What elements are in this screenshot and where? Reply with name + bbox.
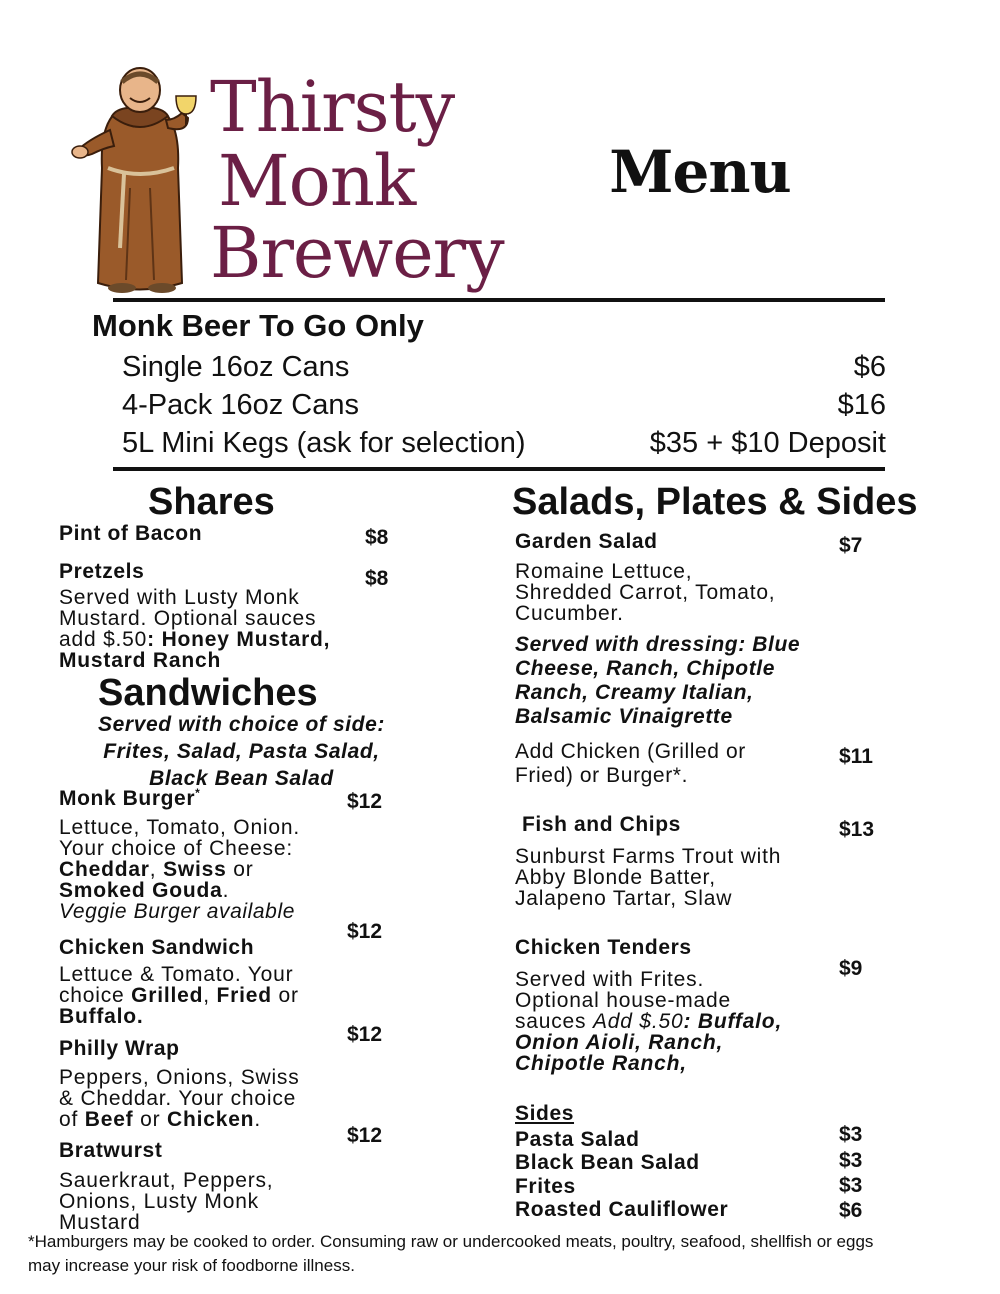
veggie-burger-note: Veggie Burger available (59, 900, 296, 923)
brand-name-line2: Monk (218, 140, 416, 222)
item-price: $12 (347, 1124, 383, 1147)
divider-middle (113, 467, 885, 471)
item-description: Sauerkraut, Peppers, Onions, Lusty Monk Mustard (59, 1169, 274, 1234)
item-name: Chicken Sandwich (59, 936, 255, 959)
item-name: Pretzels (59, 560, 145, 583)
item-price: $12 (347, 790, 383, 813)
to-go-item (122, 424, 886, 462)
item-name: Garden Salad (515, 530, 658, 553)
item-name: Pint of Bacon (59, 522, 203, 545)
sandwiches-heading: Sandwiches (98, 672, 318, 714)
item-name: Fish and Chips (522, 813, 681, 836)
item-price: $11 (839, 745, 873, 768)
item-name: Bratwurst (59, 1139, 163, 1162)
item-price: $12 (347, 1023, 383, 1046)
divider-top (113, 298, 885, 302)
side-item-name: Frites (515, 1175, 576, 1198)
item-name: Chicken Tenders (515, 936, 692, 959)
item-price: $8 (365, 526, 389, 549)
item-name: Philly Wrap (59, 1037, 180, 1060)
item-description: Lettuce, Tomato, Onion. Your choice of Cheese: Cheddar, Swiss or Smoked Gouda. (59, 816, 300, 902)
side-item-price: $6 (839, 1199, 863, 1222)
side-item-name: Roasted Cauliflower (515, 1198, 729, 1221)
to-go-item-price: $6 (853, 350, 886, 383)
item-price: $7 (839, 534, 863, 557)
side-item-name: Pasta Salad (515, 1128, 640, 1151)
to-go-item (122, 348, 886, 386)
item-description: Lettuce & Tomato. Your choice Grilled, Fried or Buffalo. (59, 963, 299, 1028)
dressing-note: Served with dressing: Blue Cheese, Ranch, Chipotle Ranch, Creamy Italian, Balsamic Vinaigrette (515, 633, 801, 728)
item-description: Served with Frites. Optional house-made sauces Add $.50: Buffalo, Onion Aioli, Ranch, Chipotle Ranch, (515, 968, 783, 1075)
brand-name-line1: Thirsty (210, 66, 455, 148)
to-go-item-name: 4-Pack 16oz Cans (122, 388, 359, 421)
item-price: $13 (839, 818, 875, 841)
item-description: Peppers, Onions, Swiss & Cheddar. Your choice of Beef or Chicken. (59, 1066, 300, 1131)
side-item-price: $3 (839, 1174, 863, 1197)
sandwiches-side-note: Served with choice of side: Frites, Salad, Pasta Salad, Black Bean Salad (98, 713, 385, 790)
item-price: $12 (347, 920, 383, 943)
to-go-item-price: $35 + $10 Deposit (649, 426, 886, 459)
item-description: Romaine Lettuce, Shredded Carrot, Tomato, Cucumber. (515, 560, 776, 625)
to-go-item-price: $16 (837, 388, 886, 421)
sides-heading: Sides (515, 1102, 575, 1125)
to-go-item (122, 386, 886, 424)
to-go-item-name: Single 16oz Cans (122, 350, 350, 383)
monk-logo-illustration (70, 58, 210, 298)
to-go-heading: Monk Beer To Go Only (92, 308, 424, 343)
menu-title: Menu (609, 138, 791, 206)
item-price: $8 (365, 567, 389, 590)
side-item-price: $3 (839, 1123, 863, 1146)
foodborne-illness-disclaimer: *Hamburgers may be cooked to order. Consuming raw or undercooked meats, poultry, seafood, shellfish or eggs may increase your risk of foodborne illness. (28, 1232, 874, 1275)
item-name: Monk Burger* (59, 786, 201, 810)
to-go-item-name: 5L Mini Kegs (ask for selection) (122, 426, 526, 459)
side-item-name: Black Bean Salad (515, 1151, 700, 1174)
item-price: $9 (839, 957, 863, 980)
shares-heading: Shares (148, 481, 275, 523)
brand-name-line3: Brewery (210, 212, 504, 294)
side-item-price: $3 (839, 1149, 863, 1172)
salads-heading: Salads, Plates & Sides (512, 481, 918, 523)
add-protein-note: Add Chicken (Grilled or Fried) or Burger*. (515, 740, 746, 787)
item-description: Sunburst Farms Trout with Abby Blonde Batter, Jalapeno Tartar, Slaw (515, 845, 782, 910)
item-description: Served with Lusty Monk Mustard. Optional sauces add $.50: Honey Mustard, Mustard Ranch (59, 586, 331, 672)
